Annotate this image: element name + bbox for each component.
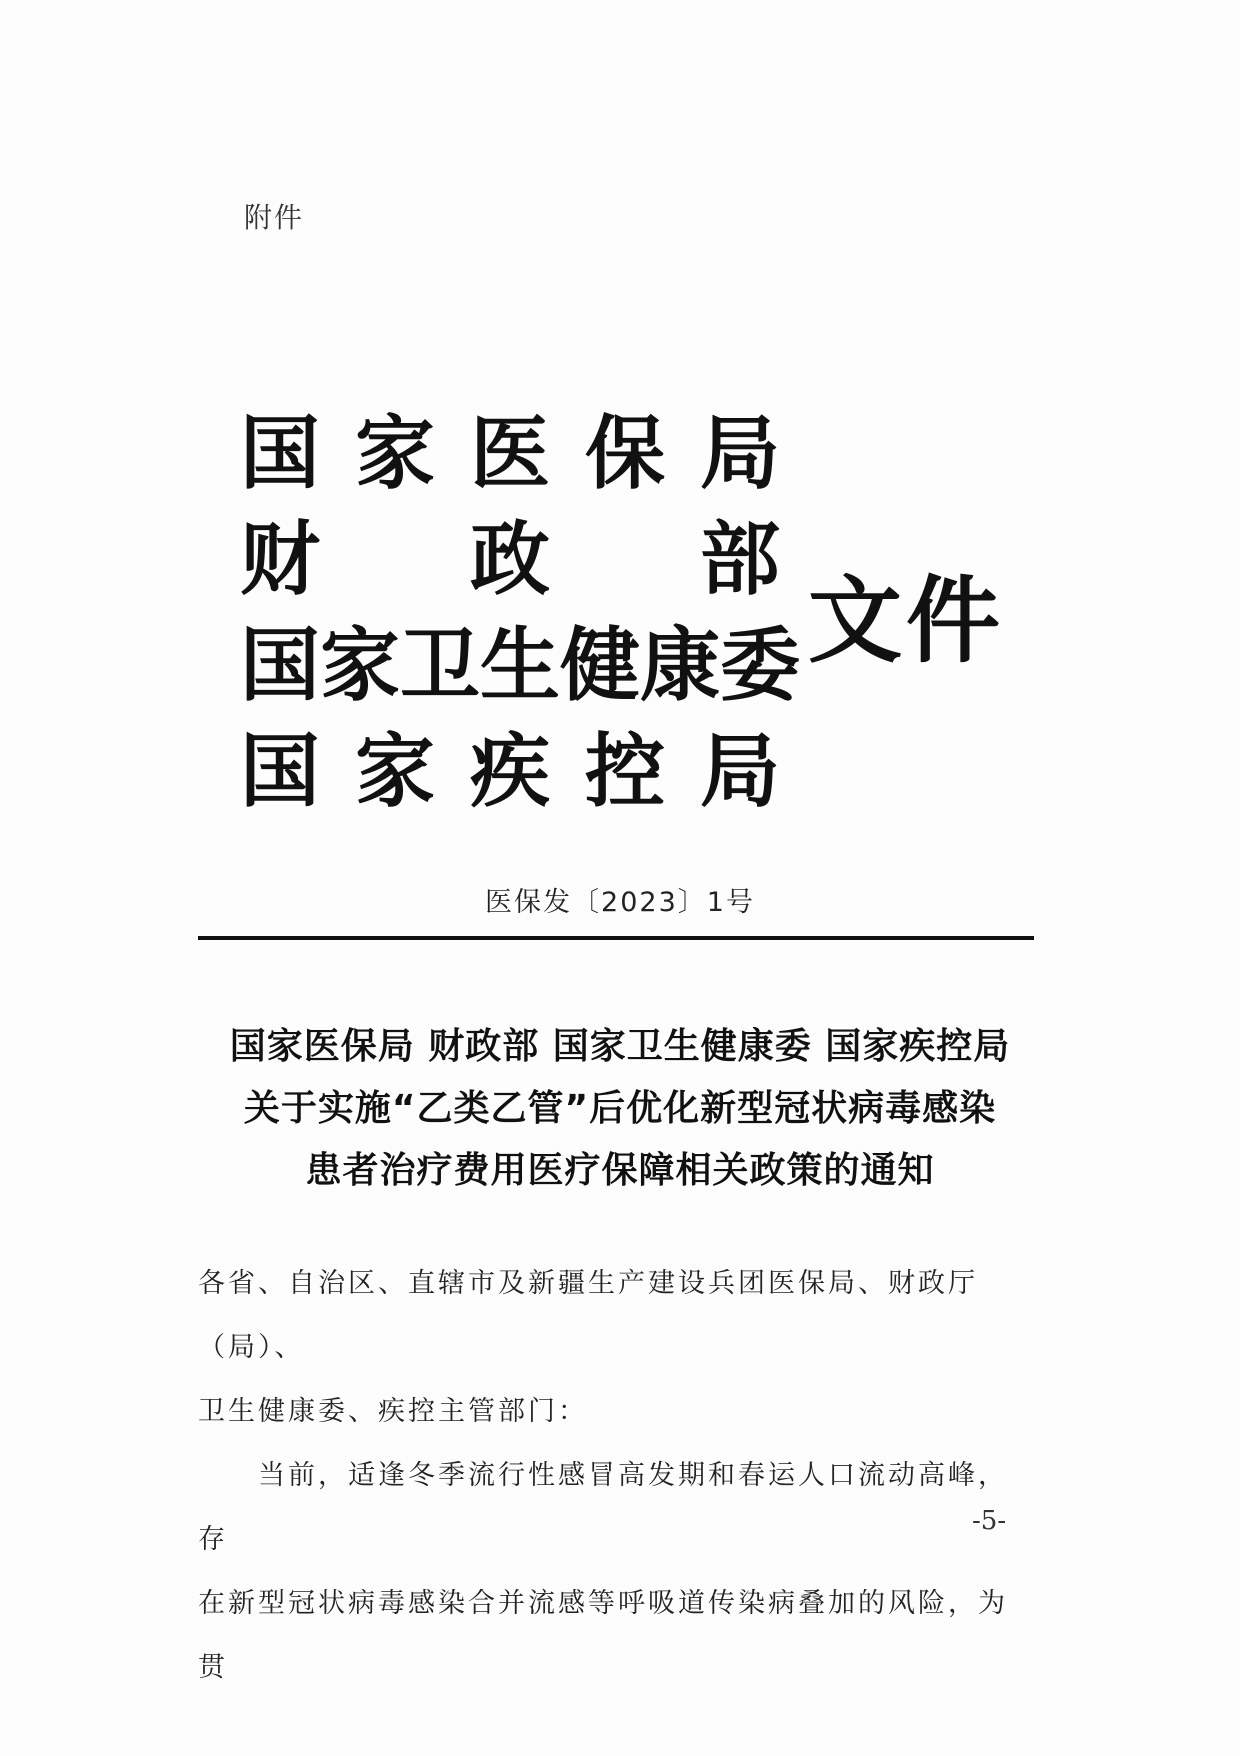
- issuer-char: 国: [240, 406, 320, 500]
- issuer-line-1: [240, 400, 780, 506]
- issuer-block: [240, 400, 800, 824]
- issuer-char: 健: [560, 618, 640, 712]
- paragraph-line-1: 当前，适逢冬季流行性感冒高发期和春运人口流动高峰，存: [198, 1460, 1008, 1555]
- issuer-char: 国: [240, 618, 320, 712]
- issuer-char: 生: [480, 618, 560, 712]
- issuer-char: 疾: [470, 724, 550, 818]
- issuer-char: 家: [355, 724, 435, 818]
- body-text: [198, 1252, 1034, 1700]
- issuer-char: 政: [470, 512, 550, 606]
- issuer-char: 保: [585, 406, 665, 500]
- issuer-char: 部: [700, 512, 780, 606]
- issuer-char: 康: [640, 618, 720, 712]
- separator-rule: [198, 936, 1034, 940]
- issuer-char: 控: [585, 724, 665, 818]
- issuer-char: 医: [470, 406, 550, 500]
- issuer-char: 局: [700, 724, 780, 818]
- issuer-char: 财: [240, 512, 320, 606]
- issuer-line-3: [240, 612, 800, 718]
- notice-title: [0, 1016, 1240, 1202]
- issuer-char: 卫: [400, 618, 480, 712]
- issuer-char: 委: [720, 618, 800, 712]
- issuer-char: 国: [240, 724, 320, 818]
- issuer-line-4: [240, 718, 780, 824]
- addressee-line-1: 各省、自治区、直辖市及新疆生产建设兵团医保局、财政厅（局）、: [198, 1268, 978, 1363]
- issuer-char: 家: [320, 618, 400, 712]
- title-line-3: 患者治疗费用医疗保障相关政策的通知: [305, 1150, 935, 1191]
- attachment-label: 附件: [244, 201, 305, 234]
- title-line-1: 国家医保局 财政部 国家卫生健康委 国家疾控局: [229, 1026, 1011, 1067]
- issuer-char: 家: [355, 406, 435, 500]
- page-number: -5-: [972, 1506, 1007, 1536]
- issuer-char: 局: [700, 406, 780, 500]
- issuer-line-2: [240, 506, 780, 612]
- document-number: 医保发〔2023〕1号: [485, 887, 755, 918]
- document-label: 文件: [808, 566, 1005, 676]
- title-line-2: 关于实施“乙类乙管”后优化新型冠状病毒感染: [243, 1088, 997, 1129]
- paragraph-line-2: 在新型冠状病毒感染合并流感等呼吸道传染病叠加的风险，为贯: [198, 1588, 1008, 1683]
- addressee-line-2: 卫生健康委、疾控主管部门：: [198, 1396, 588, 1427]
